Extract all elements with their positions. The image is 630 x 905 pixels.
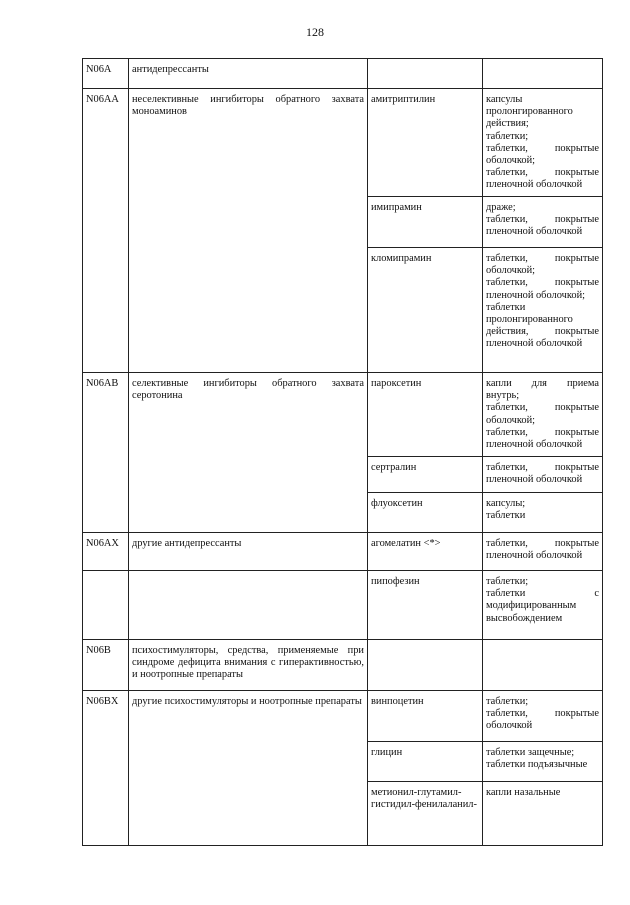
atc-code-cell: N06AX <box>83 533 129 571</box>
dosage-form-item: таблетки, покрытые пленочной оболочкой <box>486 167 599 191</box>
drug-name-cell: флуоксетин <box>368 493 483 533</box>
dosage-form-cell <box>483 571 603 640</box>
dosage-form-item: таблетки защечные; <box>486 747 575 758</box>
page-number: 128 <box>306 25 324 39</box>
drug-name-cell: пароксетин <box>368 373 483 457</box>
dosage-form-item: таблетки подъязычные <box>486 759 588 771</box>
atc-code-cell: N06B <box>83 640 129 691</box>
atc-code-cell: N06AA <box>83 89 129 373</box>
dosage-form-cell <box>483 691 603 742</box>
dosage-form-item: таблетки; <box>486 696 529 707</box>
drug-name-cell: винпоцетин <box>368 691 483 742</box>
drug-name-cell: сертралин <box>368 457 483 493</box>
drug-name-cell <box>368 59 483 89</box>
dosage-form-item: таблетки, покрытые оболочкой; <box>486 402 599 426</box>
table-row <box>83 640 603 691</box>
atc-code-cell: N06AB <box>83 373 129 533</box>
table-row <box>83 373 603 457</box>
table-body <box>83 59 603 846</box>
dosage-form-item: драже; <box>486 202 516 213</box>
drug-group-cell: другие антидепрессанты <box>129 533 368 571</box>
dosage-form-item: таблетки, покрытые пленочной оболочкой <box>486 462 599 486</box>
dosage-form-cell <box>483 640 603 691</box>
dosage-form-cell <box>483 782 603 846</box>
dosage-form-cell <box>483 59 603 89</box>
table-row <box>83 89 603 197</box>
dosage-form-cell <box>483 373 603 457</box>
drug-name-cell <box>368 640 483 691</box>
dosage-form-cell <box>483 457 603 493</box>
dosage-form-item: таблетки с модифицированным высвобождением <box>486 588 599 624</box>
dosage-form-item: таблетки; <box>486 130 529 142</box>
dosage-form-item: таблетки, покрытые пленочной оболочкой <box>486 214 599 238</box>
dosage-form-item: таблетки, покрытые оболочкой <box>486 708 599 732</box>
drug-name-cell: амитриптилин <box>368 89 483 197</box>
drug-name-cell: имипрамин <box>368 197 483 248</box>
dosage-form-cell <box>483 89 603 197</box>
dosage-form-item: таблетки, покрытые пленочной оболочкой <box>486 426 599 451</box>
table-row <box>83 59 603 89</box>
drug-group-cell: психостимуляторы, средства, применяемые при синдроме дефицита внимания с гиперактивностью, и ноотропные препараты <box>129 640 368 691</box>
table-row <box>83 571 603 640</box>
dosage-form-cell <box>483 197 603 248</box>
drug-name-cell: агомелатин <*> <box>368 533 483 571</box>
drug-name-cell: глицин <box>368 742 483 782</box>
drug-name-cell: пипофезин <box>368 571 483 640</box>
drug-group-cell <box>129 571 368 640</box>
dosage-form-cell <box>483 533 603 571</box>
dosage-form-item: капсулы пролонгированного действия; <box>486 94 573 130</box>
dosage-form-cell <box>483 742 603 782</box>
drug-group-cell: селективные ингибиторы обратного захвата серотонина <box>129 373 368 533</box>
drug-name-cell: кломипрамин <box>368 248 483 373</box>
dosage-form-item: таблетки <box>486 510 526 522</box>
dosage-form-item: таблетки, покрытые оболочкой; <box>486 253 599 277</box>
dosage-form-item: таблетки, покрытые пленочной оболочкой <box>486 538 599 562</box>
dosage-form-item: таблетки, покрытые пленочной оболочкой; <box>486 277 599 301</box>
dosage-form-item: капли для приема внутрь; <box>486 378 599 402</box>
atc-code-cell <box>83 571 129 640</box>
dosage-form-item: таблетки пролонгированного действия, покрытые пленочной оболочкой <box>486 301 599 350</box>
dosage-form-item: капли назальные <box>486 787 561 798</box>
atc-code-cell: N06A <box>83 59 129 89</box>
drug-name-cell: метионил-глутамил-гистидил-фенилаланил- <box>368 782 483 846</box>
drug-group-cell: другие психостимуляторы и ноотропные препараты <box>129 691 368 846</box>
dosage-form-item: таблетки, покрытые оболочкой; <box>486 142 599 167</box>
dosage-form-item: капсулы; <box>486 498 526 509</box>
dosage-form-cell <box>483 493 603 533</box>
drug-group-cell: неселективные ингибиторы обратного захвата моноаминов <box>129 89 368 373</box>
dosage-form-cell <box>483 248 603 373</box>
dosage-form-item: таблетки; <box>486 576 529 587</box>
table-row <box>83 533 603 571</box>
drug-group-cell: антидепрессанты <box>129 59 368 89</box>
drug-table <box>82 58 603 846</box>
table-row <box>83 691 603 742</box>
atc-code-cell: N06BX <box>83 691 129 846</box>
